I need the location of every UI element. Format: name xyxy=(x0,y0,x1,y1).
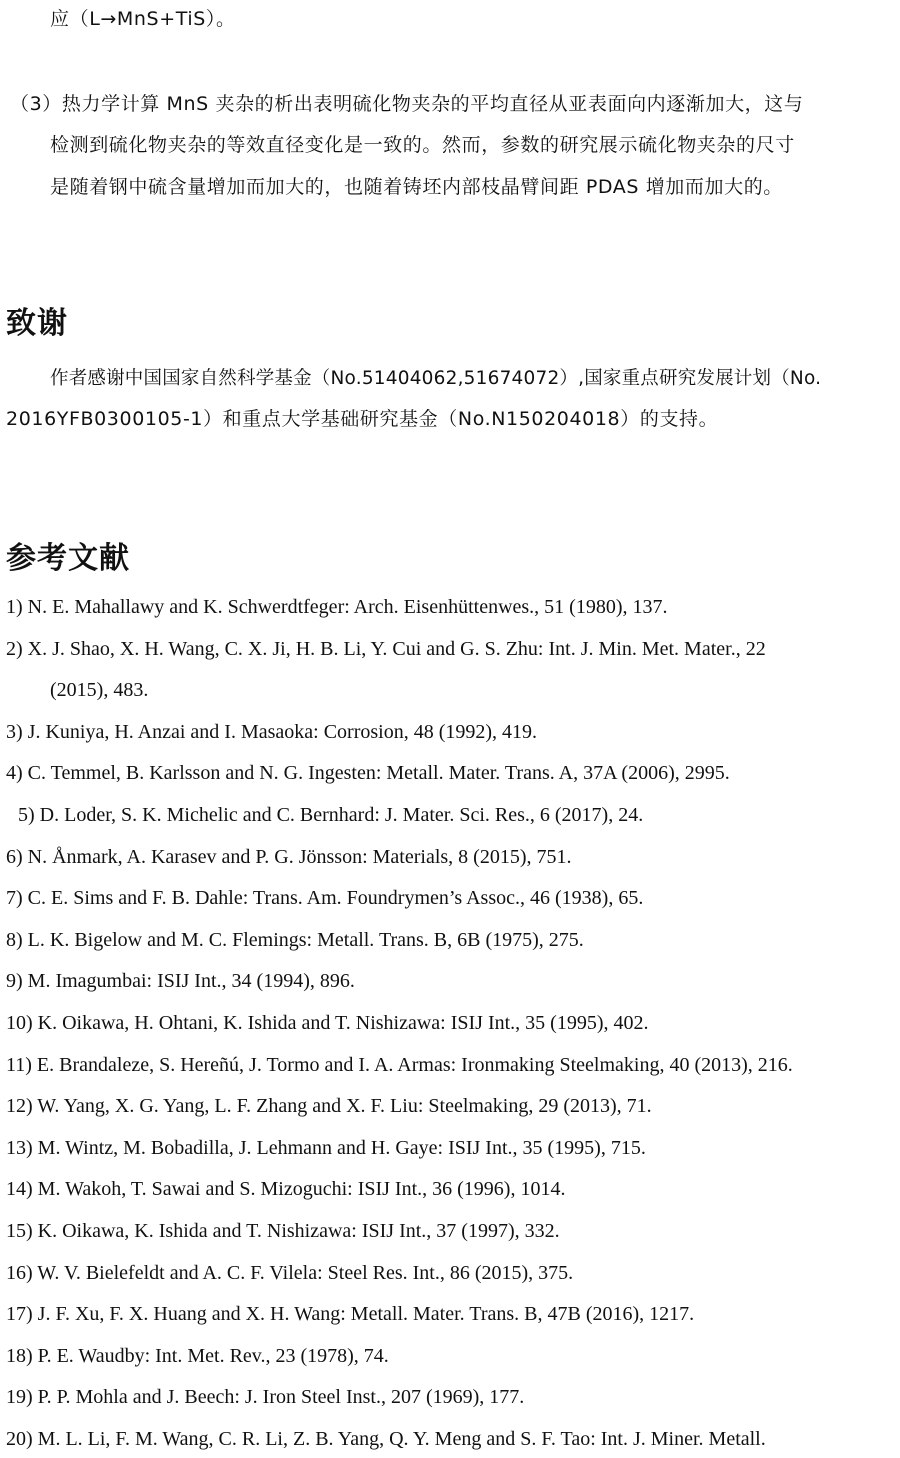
reference-item: 18) P. E. Waudby: Int. Met. Rev., 23 (1978), 74. xyxy=(6,1345,389,1367)
reference-item: 6) N. Ånmark, A. Karasev and P. G. Jönsson: Materials, 8 (2015), 751. xyxy=(6,846,572,868)
reference-item: 16) W. V. Bielefeldt and A. C. F. Vilela: Steel Res. Int., 86 (2015), 375. xyxy=(6,1262,574,1284)
references-heading: 参考文献 xyxy=(6,541,130,576)
previous-paragraph-end: 应（L→MnS+TiS）。 xyxy=(50,8,236,30)
reference-item: 4) C. Temmel, B. Karlsson and N. G. Ingesten: Metall. Mater. Trans. A, 37A (2006), 2995. xyxy=(6,762,730,784)
reference-item: 10) K. Oikawa, H. Ohtani, K. Ishida and T. Nishizawa: ISIJ Int., 35 (1995), 402. xyxy=(6,1012,649,1034)
reference-item: 7) C. E. Sims and F. B. Dahle: Trans. Am. Foundrymen’s Assoc., 46 (1938), 65. xyxy=(6,887,644,909)
reference-item: 14) M. Wakoh, T. Sawai and S. Mizoguchi: ISIJ Int., 36 (1996), 1014. xyxy=(6,1178,566,1200)
reference-item: 20) M. L. Li, F. M. Wang, C. R. Li, Z. B. Yang, Q. Y. Meng and S. F. Tao: Int. J. Miner. Metall. xyxy=(6,1428,766,1450)
reference-item: 19) P. P. Mohla and J. Beech: J. Iron Steel Inst., 207 (1969), 177. xyxy=(6,1386,525,1408)
conclusion-line: （3）热力学计算 MnS 夹杂的析出表明硫化物夹杂的平均直径从亚表面向内逐渐加大，这与 xyxy=(10,93,804,115)
reference-item: 9) M. Imagumbai: ISIJ Int., 34 (1994), 896. xyxy=(6,970,355,992)
reference-item: 11) E. Brandaleze, S. Hereñú, J. Tormo and I. A. Armas: Ironmaking Steelmaking, 40 (2013), 216. xyxy=(6,1054,793,1076)
reference-item-continuation: (2015), 483. xyxy=(50,679,149,701)
reference-item: 13) M. Wintz, M. Bobadilla, J. Lehmann and H. Gaye: ISIJ Int., 35 (1995), 715. xyxy=(6,1137,646,1159)
reference-item: 17) J. F. Xu, F. X. Huang and X. H. Wang: Metall. Mater. Trans. B, 47B (2016), 1217. xyxy=(6,1303,695,1325)
reference-item: 5) D. Loder, S. K. Michelic and C. Bernhard: J. Mater. Sci. Res., 6 (2017), 24. xyxy=(18,804,644,826)
acknowledgment-line: 2016YFB0300105-1）和重点大学基础研究基金（No.N150204018）的支持。 xyxy=(6,408,719,430)
reference-item: 15) K. Oikawa, K. Ishida and T. Nishizawa: ISIJ Int., 37 (1997), 332. xyxy=(6,1220,560,1242)
acknowledgment-heading: 致谢 xyxy=(6,306,68,341)
reference-item: 3) J. Kuniya, H. Anzai and I. Masaoka: Corrosion, 48 (1992), 419. xyxy=(6,721,538,743)
reference-item: 8) L. K. Bigelow and M. C. Flemings: Metall. Trans. B, 6B (1975), 275. xyxy=(6,929,584,951)
conclusion-line: 检测到硫化物夹杂的等效直径变化是一致的。然而，参数的研究展示硫化物夹杂的尺寸 xyxy=(50,134,795,156)
conclusion-line: 是随着钢中硫含量增加而加大的，也随着铸坯内部枝晶臂间距 PDAS 增加而加大的。 xyxy=(50,176,783,198)
reference-item: 2) X. J. Shao, X. H. Wang, C. X. Ji, H. B. Li, Y. Cui and G. S. Zhu: Int. J. Min. Met. Mater., 22 xyxy=(6,638,766,660)
reference-item: 12) W. Yang, X. G. Yang, L. F. Zhang and X. F. Liu: Steelmaking, 29 (2013), 71. xyxy=(6,1095,652,1117)
acknowledgment-line: 作者感谢中国国家自然科学基金（No.51404062,51674072）,国家重点研究发展计划（No. xyxy=(50,368,822,389)
reference-item: 1) N. E. Mahallawy and K. Schwerdtfeger: Arch. Eisenhüttenwes., 51 (1980), 137. xyxy=(6,596,668,618)
